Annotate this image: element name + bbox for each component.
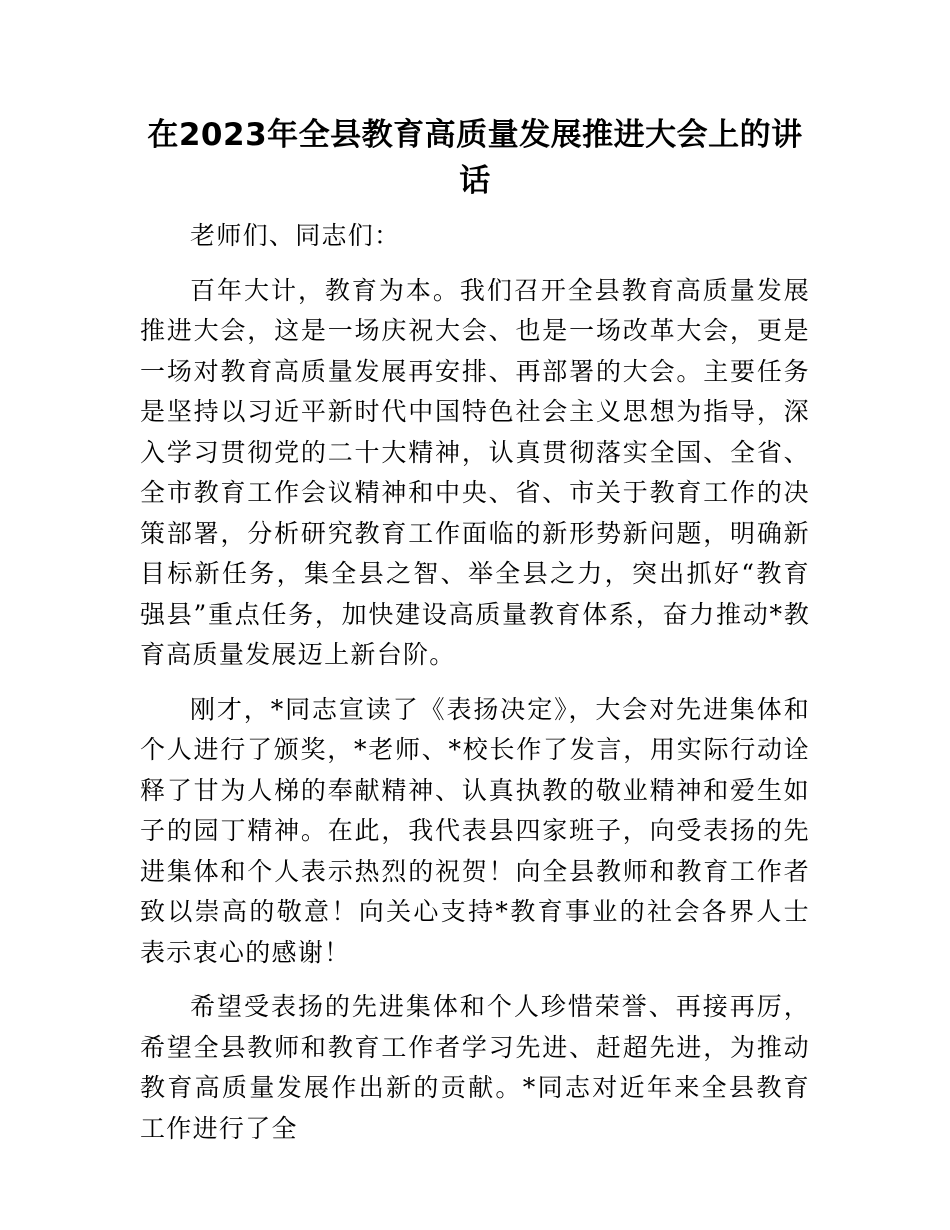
salutation: 老师们、同志们： (190, 221, 401, 250)
paragraph-2: 刚才，*同志宣读了《表扬决定》，大会对先进集体和个人进行了颁奖，*老师、*校长作了发言，用实际行动诠释了甘为人梯的奉献精神、认真执教的敬业精神和爱生如子的园丁精神。在此，我代表县四家班子，向受表扬的先进集体和个人表示热烈的祝贺！向全县教师和教育工作者致以崇高的敬意！向关心支持*教育事业的社会各界人士表示衷心的感谢！ (140, 694, 810, 967)
document-title: 在2023年全县教育高质量发展推进大会上的讲话 (147, 117, 803, 199)
paragraph-1: 百年大计，教育为本。我们召开全县教育高质量发展推进大会，这是一场庆祝大会、也是一场改革大会，更是一场对教育高质量发展再安排、再部署的大会。主要任务是坚持以习近平新时代中国特色社会主义思想为指导，深入学习贯彻党的二十大精神，认真贯彻落实全国、全省、全市教育工作会议精神和中央、省、市关于教育工作的决策部署，分析研究教育工作面临的新形势新问题，明确新目标新任务，集全县之智、举全县之力，突出抓好“教育强县”重点任务，加快建设高质量教育体系，奋力推动*教育高质量发展迈上新台阶。 (140, 275, 810, 669)
paragraph-3: 希望受表扬的先进集体和个人珍惜荣誉、再接再厉，希望全县教师和教育工作者学习先进、赶超先进，为推动教育高质量发展作出新的贡献。*同志对近年来全县教育工作进行了全 (140, 992, 810, 1143)
document-body (140, 216, 810, 1163)
